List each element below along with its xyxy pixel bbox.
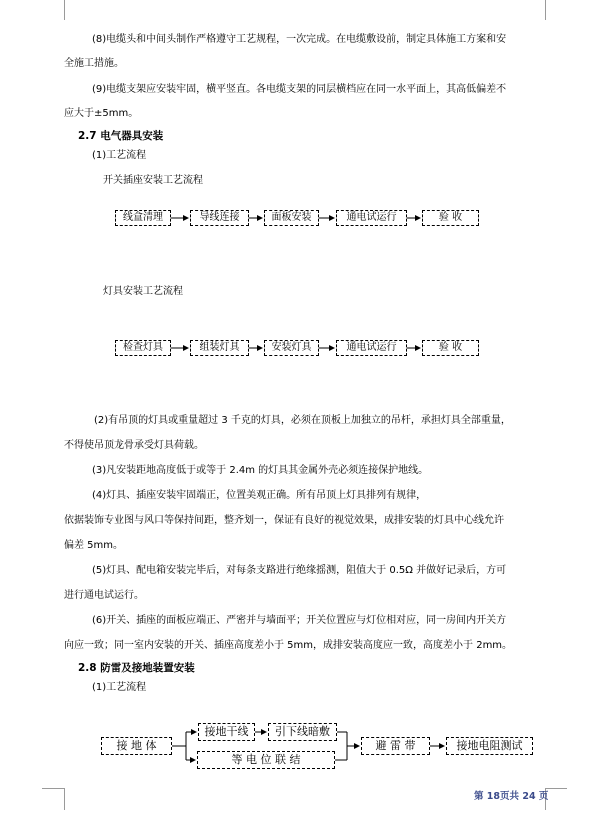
para5-line2: 进行通电试运行。 — [64, 590, 144, 601]
section-heading-2-8: 2.8 防雷及接地装置安装 — [78, 662, 195, 674]
flow1-step-3: 面板安装 — [264, 210, 319, 226]
para4-line1: (4)灯具、插座安装牢固端正，位置美观正确。所有吊顶上灯具排列有规律， — [92, 490, 427, 501]
para6-line2: 向应一致；同一室内安装的开关、插座高度差小于 5mm，成排安装高度应一致，高度差小于 2mm。 — [64, 640, 513, 651]
flow1-step-2: 导线连接 — [190, 210, 249, 226]
flow2-step-2: 组装灯具 — [190, 340, 249, 356]
page-number: 第 18页共 24 页 — [474, 791, 549, 802]
para4-line2: 依据装饰专业图与风口等保持间距，整齐划一，保证有良好的视觉效果，成排安装的灯具中心线允许 — [64, 515, 504, 526]
flow2-step-5: 验 收 — [422, 340, 479, 356]
ground-flow-top1: 接地干线 — [198, 723, 255, 741]
flow1-title: 开关插座安装工艺流程 — [103, 175, 203, 186]
para5-line1: (5)灯具、配电箱安装完毕后，对每条支路进行绝缘摇测，阻值大于 0.5Ω 并做好记录后，方可 — [92, 565, 507, 576]
flow2-step-4: 通电试运行 — [336, 340, 407, 356]
para6-line1: (6)开关、插座的面板应端正、严密并与墙面平；开关位置应与灯位相对应，同一房间内开关方 — [92, 615, 507, 626]
ground-flow-mid: 避 雷 带 — [361, 737, 430, 755]
flow1-step-4: 通电试运行 — [336, 210, 407, 226]
para2-line1: (2)有吊顶的灯具或重量超过 3 千克的灯具，必须在顶板上加独立的吊杆，承担灯具全部重量， — [94, 415, 511, 426]
para9-line2: 应大于±5mm。 — [64, 108, 139, 119]
ground-flow-end: 接地电阻测试 — [446, 737, 533, 755]
ground-flow-top2: 引下线暗敷 — [268, 723, 337, 741]
para3: (3)凡安装距地高度低于或等于 2.4m 的灯具其金属外壳必须连接保护地线。 — [92, 465, 429, 476]
section28-sub1: (1)工艺流程 — [92, 682, 147, 693]
section27-sub1: (1)工艺流程 — [92, 150, 147, 161]
para9-line1: (9)电缆支架应安装牢固，横平竖直。各电缆支架的同层横档应在同一水平面上，其高低偏差不 — [92, 84, 507, 95]
ground-flow-bottom: 等 电 位 联 结 — [197, 751, 335, 769]
para2-line2: 不得使吊顶龙骨承受灯具荷载。 — [64, 440, 204, 451]
para8-line2: 全施工措施。 — [64, 58, 124, 69]
flow2-step-3: 安装灯具 — [264, 340, 319, 356]
section-heading-2-7: 2.7 电气器具安装 — [78, 130, 164, 142]
ground-flow-start: 接 地 体 — [101, 737, 172, 755]
para4-line3: 偏差 5mm。 — [64, 540, 124, 551]
flow2-step-1: 检查灯具 — [115, 340, 171, 356]
flow1-step-1: 线盒清理 — [115, 210, 171, 226]
flow1-step-5: 验 收 — [422, 210, 479, 226]
para8-line1: (8)电缆头和中间头制作严格遵守工艺规程，一次完成。在电缆敷设前，制定具体施工方案和安 — [92, 34, 507, 45]
flow2-title: 灯具安装工艺流程 — [103, 286, 183, 297]
